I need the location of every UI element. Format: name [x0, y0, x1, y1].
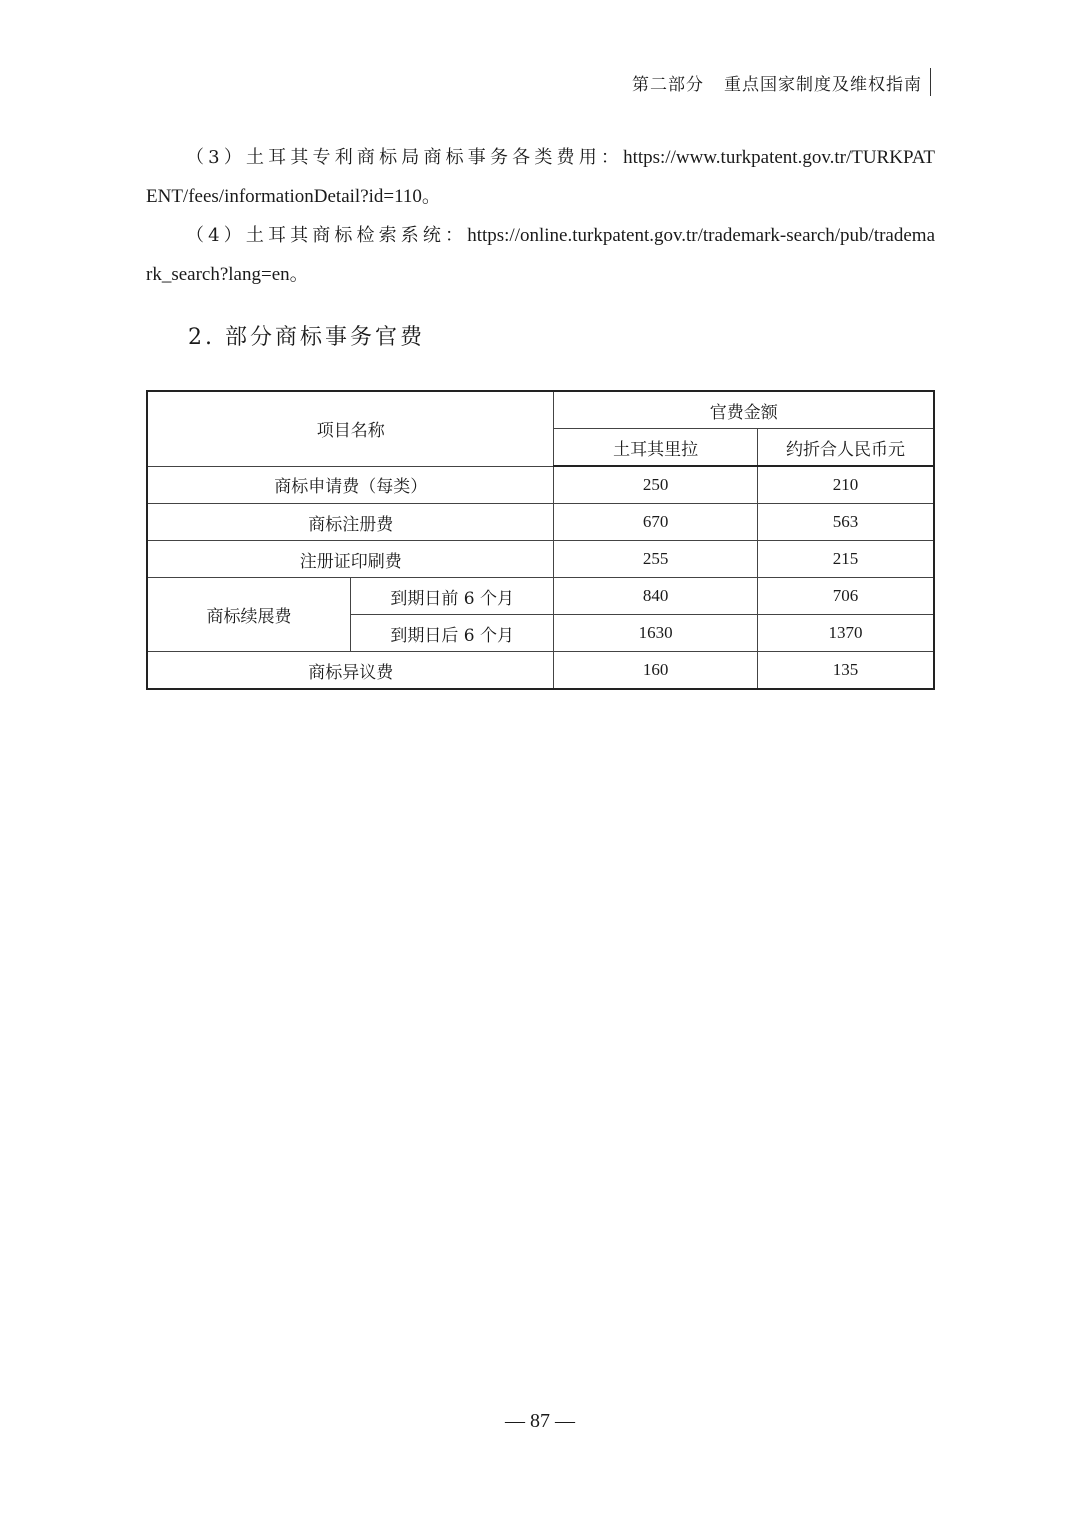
row-lira: 255	[554, 541, 758, 578]
table-row	[147, 652, 934, 690]
section-heading: 2. 部分商标事务官费	[188, 325, 425, 350]
table-row	[147, 541, 934, 578]
header-official-fee: 官费金额	[554, 391, 934, 429]
table-row	[147, 466, 934, 504]
row-rmb: 210	[757, 466, 934, 504]
row-rmb: 563	[757, 504, 934, 541]
row-rmb: 706	[757, 578, 934, 615]
table-row	[147, 504, 934, 541]
row-item: 商标申请费（每类）	[147, 466, 554, 504]
header-part: 第二部分	[632, 75, 704, 95]
page-number: — 87 —	[505, 1410, 575, 1432]
reference-url[interactable]: https://www.turkpatent.gov.tr/TURKPATENT/fees/informationDetail?id=110。	[146, 147, 935, 207]
table-row	[147, 578, 934, 615]
row-lira: 160	[554, 652, 758, 690]
row-rmb: 215	[757, 541, 934, 578]
header-title: 重点国家制度及维权指南	[724, 75, 922, 95]
fee-table	[146, 390, 935, 690]
row-item: 商标注册费	[147, 504, 554, 541]
header-lira: 土耳其里拉	[554, 429, 758, 467]
header-rmb: 约折合人民币元	[757, 429, 934, 467]
row-item: 商标续展费	[147, 578, 350, 652]
table-header-row	[147, 391, 934, 429]
row-subitem: 到期日后 6 个月	[350, 615, 553, 652]
row-lira: 840	[554, 578, 758, 615]
row-item: 注册证印刷费	[147, 541, 554, 578]
row-rmb: 1370	[757, 615, 934, 652]
running-header	[632, 70, 922, 95]
row-subitem: 到期日前 6 个月	[350, 578, 553, 615]
reference-paragraph-3	[146, 138, 935, 216]
reference-lead: （3）土耳其专利商标局商标事务各类费用：	[186, 147, 624, 168]
reference-url[interactable]: https://online.turkpatent.gov.tr/trademark-search/pub/trademark_search?lang=en。	[146, 225, 935, 285]
row-item: 商标异议费	[147, 652, 554, 690]
row-lira: 670	[554, 504, 758, 541]
header-item-name: 项目名称	[147, 391, 554, 466]
row-lira: 1630	[554, 615, 758, 652]
reference-lead: （4）土耳其商标检索系统：	[186, 225, 468, 246]
reference-paragraph-4	[146, 216, 935, 294]
header-rule	[930, 68, 931, 96]
row-rmb: 135	[757, 652, 934, 690]
row-lira: 250	[554, 466, 758, 504]
